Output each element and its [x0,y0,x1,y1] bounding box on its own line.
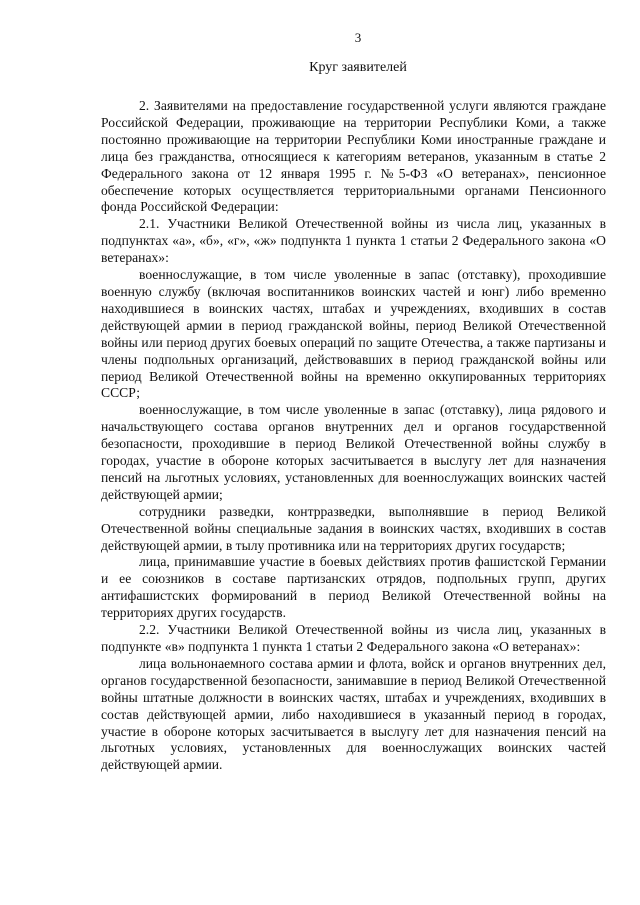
paragraph-servicemen-cities: военнослужащие, в том числе уволенные в запас (отставку), лица рядового и начальствующего состава органов внутренних дел и органов государственной безопасности, проходившие в период Великой Отечественной войны службу в городах, участие в обороне которых засчитывается в выслугу лет для назначения пенсий на льготных условиях, установленных для военнослужащих воинских частей действующей армии; [101,402,606,502]
section-title: Круг заявителей [309,60,407,75]
paragraph-intelligence: сотрудники разведки, контрразведки, выполнявшие в период Великой Отечественной войны специальные задания в воинских частях, входивших в состав действующей армии, в тылу противника или на территориях других государств; [101,503,606,553]
page-number: 3 [354,30,362,45]
paragraph-partisans-abroad: лица, принимавшие участие в боевых действиях против фашистской Германии и ее союзников в составе партизанских отрядов, подпольных групп, других антифашистских формирований в период Великой Отечественной войны на территориях других государств. [101,554,606,621]
paragraph-civilian-staff: лица вольнонаемного состава армии и флота, войск и органов внутренних дел, органов государственной безопасности, занимавшие в период Великой Отечественной войны штатные должности в воинских частях, штабах и учреждениях, входивших в состав действующей армии, либо находившиеся в указанный период в городах, участие в обороне которых засчитывается в выслугу лет для назначения пенсий на льготных условиях, установленных для военнослужащих воинских частей действующей армии. [101,655,606,773]
paragraph-2-2: 2.2. Участники Великой Отечественной войны из числа лиц, указанных в подпункте «в» подпункта 1 пункта 1 статьи 2 Федерального закона «О ветеранах»: [101,622,606,654]
paragraph-servicemen: военнослужащие, в том числе уволенные в запас (отставку), проходившие военную службу (включая воспитанников воинских частей и юнг) либо временно находившиеся в воинских частях, штабах и учреждениях, входивших в состав действующей армии в период гражданской войны, период Великой Отечественной войны или период других боевых операций по защите Отечества, а также партизаны и члены подпольных организаций, действовавших в период гражданской войны или период Великой Отечественной войны на временно оккупированных территориях СССР; [101,267,606,401]
paragraph-applicants: 2. Заявителями на предоставление государственной услуги являются граждане Российской Федерации, проживающие на территории Республики Коми, а также постоянно проживающие на территории Республики Коми иностранные граждане и лица без гражданства, относящиеся к категориям ветеранов, указанным в статье 2 Федерального закона от 12 января 1995 г. №5-ФЗ «О ветеранах», пенсионное обеспечение которых осуществляется территориальными органами Пенсионного фонда Российской Федерации: [101,98,606,215]
document-body [101,98,606,774]
paragraph-2-1: 2.1. Участники Великой Отечественной войны из числа лиц, указанных в подпунктах «а», «б», «г», «ж» подпункта 1 пункта 1 статьи 2 Федерального закона «О ветеранах»: [101,216,606,266]
